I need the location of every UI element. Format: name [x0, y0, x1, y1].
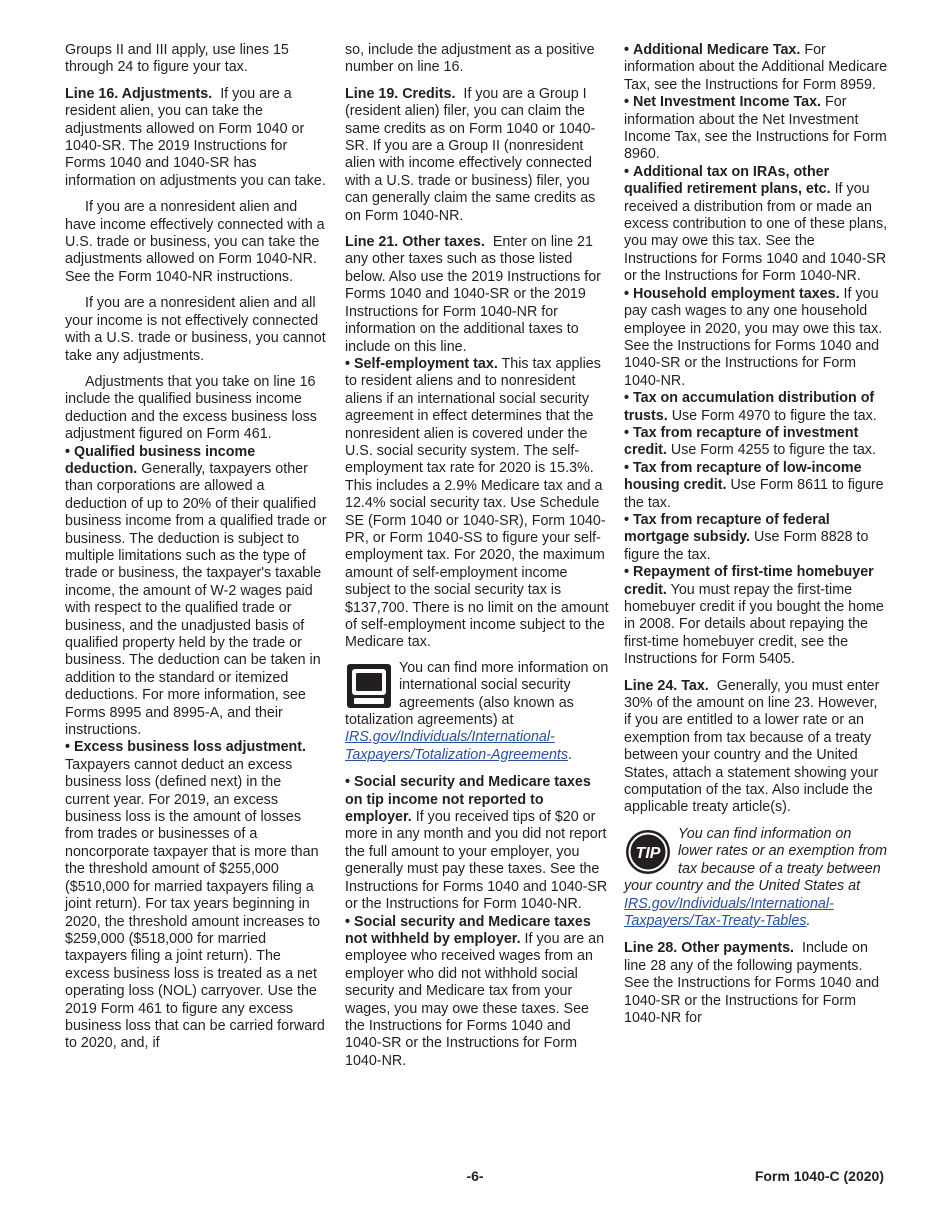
bullet-text: This tax applies to resident aliens and to nonresident aliens if an international social security agreement in effect determines that the nonresident alien is covered under the U.S. social security system. The self-employment tax rate for 2020 is 15.3%. This includes a 2.9% Medicare tax and a 12.4% social security tax. Use Schedule SE (Form 1040 or 1040-SR), Form 1040-PR, or Form 1040-SS to figure your self-employment tax. For 2020, the maximum amount of self-employment income subject to the social security tax is $137,700. There is no limit on the amount of self-employment income subject to the Medicare tax. — [345, 355, 609, 651]
line-28-heading: Line 28. Other payments. — [624, 940, 795, 957]
line-19-section — [345, 86, 609, 225]
bullet-text: Use Form 8611 to figure the tax. — [624, 477, 884, 511]
bullet-text: For information about the Net Investment Income Tax, see the Instructions for Form 8960. — [624, 94, 887, 163]
line-21-heading: Line 21. Other taxes. — [345, 234, 485, 251]
bullet-self-employment: • Self-employment tax. This tax applies to resident aliens and to nonresident aliens if an international social security agreement in effect determines that the nonresident alien is covered under the U.S. social security system. The self-employment tax rate for 2020 is 15.3%. This includes a 2.9% Medicare tax and a 12.4% social security tax. Use Schedule SE (Form 1040 or 1040-SR), Form 1040-PR, or Form 1040-SS to figure your self-employment tax. For 2020, the maximum amount of self-employment income subject to the social security tax is $137,700. There is no limit on the amount of self-employment income subject to the Medicare tax. — [345, 355, 609, 651]
note-text: You can find more information on international social security agreements (also known as totalization agreements) at — [345, 659, 609, 729]
bullet-heading: Self-employment tax. — [354, 355, 498, 372]
bullet-heading: Tax from recapture of federal mortgage subsidy. — [624, 511, 830, 546]
paragraph: so, include the adjustment as a positive number on line 16. — [345, 42, 595, 76]
info-note — [345, 660, 609, 764]
bullet-heading: Excess business loss adjustment. — [74, 739, 307, 756]
column-1 — [65, 42, 327, 1053]
line-16-section — [65, 86, 327, 190]
bullet-text: Use Form 4970 to figure the tax. — [671, 407, 877, 424]
bullet-text: If you pay cash wages to any one household employee in 2020, you may owe this tax. See the Instructions for Forms 1040 and 1040-SR or the Instructions for Form 1040-NR. — [624, 285, 883, 389]
form-identifier: Form 1040-C (2020) — [754, 1168, 884, 1184]
bullet-heading: Social security and Medicare taxes on tip income not reported to employer. — [345, 774, 591, 826]
bullet-heading: Household employment taxes. — [633, 285, 840, 302]
bullet-heading: Additional tax on IRAs, other qualified retirement plans, etc. — [624, 163, 831, 198]
bullet-text: Use Form 4255 to figure the tax. — [670, 442, 876, 459]
bullet-text: If you received tips of $20 or more in any month and you did not report the full amount to your employer, you generally must pay these taxes. See the Instructions for Forms 1040 and 1040-SR or the Instructions for Form 1040-NR. — [345, 809, 608, 913]
bullet-niit: • Net Investment Income Tax. For information about the Net Investment Income Tax, see the Instructions for Form 8960. — [624, 94, 887, 163]
tip-note — [624, 826, 888, 930]
bullet-additional-medicare: • Additional Medicare Tax. For information about the Additional Medicare Tax, see the Instructions for Form 8959. — [624, 42, 888, 93]
tip-icon-label: TIP — [635, 844, 661, 862]
bullet-low-income-housing: • Tax from recapture of low-income housing credit. Use Form 8611 to figure the tax. — [624, 459, 884, 511]
line-16-text: If you are a resident alien, you can take the adjustments allowed on Form 1040 or 1040-SR. The 2019 Instructions for Forms 1040 and 1040-SR has information on adjustments you can take. — [65, 85, 326, 189]
bullet-mortgage-subsidy: • Tax from recapture of federal mortgage subsidy. Use Form 8828 to figure the tax. — [624, 511, 869, 563]
bullet-ira: • Additional tax on IRAs, other qualified retirement plans, etc. If you received a distribution from or made an excess contribution to one of these plans, you may owe this tax. See the Instructions for Forms 1040 and 1040-SR or the Instructions for Form 1040-NR. — [624, 163, 888, 285]
line-19-heading: Line 19. Credits. — [345, 85, 456, 102]
punctuation: . — [568, 746, 573, 763]
tip-icon — [624, 828, 672, 876]
bullet-accumulation: • Tax on accumulation distribution of trusts. Use Form 4970 to figure the tax. — [624, 390, 877, 424]
bullet-text: If you received a distribution from or made an excess contribution to one of these plans, you may owe this tax. See the Instructions for Forms 1040 and 1040-SR or the Instructions for Form 1040-NR. — [624, 181, 888, 285]
paragraph: If you are a nonresident alien and have income effectively connected with a U.S. trade or business, you can take the adjustments allowed on Form 1040-NR. See the Form 1040-NR instructions. — [65, 199, 325, 285]
bullet-first-time-homebuyer: • Repayment of first-time homebuyer credit. You must repay the first-time homebuyer credit if you bought the home in 2008. For details about repaying the first-time homebuyer credit, see the Instructions for Form 5405. — [624, 564, 884, 668]
column-3 — [624, 42, 888, 1036]
bullet-text: If you are an employee who received wages from an employer who did not withhold social security and Medicare tax from your wages, you may owe these taxes. See the Instructions for Forms 1040 and 1040-SR or the Instructions for Form 1040-NR. — [345, 930, 605, 1069]
line-24-heading: Line 24. Tax. — [624, 677, 709, 694]
bullet-ebl: • Excess business loss adjustment. Taxpayers cannot deduct an excess business loss (defined next) in the current year. For 2019, an excess business loss is the amount of losses from trades or businesses of a noncorporate taxpayer that is more than the threshold amount of $255,000 ($510,000 for married taxpayers filing a joint return). For tax years beginning in 2020, the threshold amount increases to $259,000 ($518,000 for married taxpayers filing a joint return). The excess business loss is treated as a net operating loss (NOL) carryover. Use the 2019 Form 461 to figure any excess business loss that can be carried forward to 2020, and, if — [65, 739, 325, 1052]
page-number: -6- — [466, 1168, 484, 1184]
bullet-heading: Tax on accumulation distribution of trusts. — [624, 390, 875, 424]
punctuation: . — [806, 912, 811, 929]
bullet-heading: Tax from recapture of investment credit. — [624, 424, 859, 459]
bullet-heading: Social security and Medicare taxes not withheld by employer. — [345, 913, 591, 947]
bullet-heading: Qualified business income deduction. — [65, 443, 256, 477]
bullet-text: For information about the Additional Medicare Tax, see the Instructions for Form 8959. — [624, 42, 888, 93]
bullet-text: Generally, taxpayers other than corporations are allowed a deduction of up to 20% of their qualified business income from a qualified trade or business. The deduction is subject to multiple limitations such as the type of trade or business, the taxpayer's taxable income, the amount of W-2 wages paid with respect to the qualified trade or business, and the unadjusted basis of qualified property held by the trade or business. The deduction can be taken in addition to the standard or itemized deductions. For more information, see Forms 8995 and 8995-A, and their instructions. — [65, 460, 327, 739]
column-2 — [345, 42, 609, 1070]
bullet-heading: Tax from recapture of low-income housing credit. — [624, 459, 862, 494]
bullet-text: You must repay the first-time homebuyer credit if you bought the home in 2008. For details about repaying the first-time homebuyer credit, see the Instructions for Form 5405. — [624, 581, 884, 668]
bullet-heading: Additional Medicare Tax. — [633, 42, 801, 58]
bullet-heading: Repayment of first-time homebuyer credit. — [624, 564, 874, 598]
bullet-tip-income: • Social security and Medicare taxes on tip income not reported to employer. If you received tips of $20 or more in any month and you did not report the full amount to your employer, you generally must pay these taxes. See the Instructions for Forms 1040 and 1040-SR or the Instructions for Form 1040-NR. — [345, 774, 608, 913]
bullet-heading: Net Investment Income Tax. — [633, 94, 822, 111]
bullet-investment-credit: • Tax from recapture of investment credit. Use Form 4255 to figure the tax. — [624, 424, 876, 459]
bullet-text: Use Form 8828 to figure the tax. — [624, 529, 869, 563]
bullet-household: • Household employment taxes. If you pay cash wages to any one household employee in 2020, you may owe this tax. See the Instructions for Forms 1040 and 1040-SR or the Instructions for Form 1040-NR. — [624, 285, 883, 389]
tax-treaty-tables-link[interactable]: IRS.gov/Individuals/International-Taxpayers/Tax-Treaty-Tables — [624, 895, 834, 929]
line-28-text: Include on line 28 any of the following payments. See the Instructions for Forms 1040 and 1040-SR or the Instructions for Form 1040-NR for — [624, 940, 880, 1026]
line-28-section — [624, 940, 888, 1027]
paragraph: Adjustments that you take on line 16 include the qualified business income deduction and the excess business loss adjustment figured on Form 461. — [65, 373, 317, 443]
computer-icon — [345, 662, 393, 710]
line-21-section — [345, 234, 609, 356]
line-24-section — [624, 678, 888, 817]
bullet-qbi: • Qualified business income deduction. Generally, taxpayers other than corporations are allowed a deduction of up to 20% of their qualified business income from a qualified trade or business. The deduction is subject to multiple limitations such as the type of trade or business, the taxpayer's taxable income, the amount of W-2 wages paid with respect to the qualified trade or business, and the unadjusted basis of qualified property held by the trade or business. The deduction can be taken in addition to the standard or itemized deductions. For more information, see Forms 8995 and 8995-A, and their instructions. — [65, 443, 327, 739]
paragraph: Groups II and III apply, use lines 15 through 24 to figure your tax. — [65, 42, 289, 76]
bullet-not-withheld: • Social security and Medicare taxes not withheld by employer. If you are an employee who received wages from an employer who did not withhold social security and Medicare tax from your wages, you may owe these taxes. See the Instructions for Forms 1040 and 1040-SR or the Instructions for Form 1040-NR. — [345, 913, 605, 1069]
tip-text: You can find information on lower rates or an exemption from tax because of a treaty between your country and the United States at — [624, 825, 887, 895]
line-19-text: If you are a Group I (resident alien) filer, you can claim the same credits as on Form 1040 or 1040-SR. If you are a Group II (nonresident alien with income effectively connected with a U.S. trade or business) filer, you can generally claim the same credits as on Form 1040-NR. — [345, 85, 596, 224]
paragraph: If you are a nonresident alien and all your income is not effectively connected with a U.S. trade or business, you cannot take any adjustments. — [65, 295, 326, 364]
totalization-agreements-link[interactable]: IRS.gov/Individuals/International-Taxpayers/Totalization-Agreements — [345, 729, 569, 763]
bullet-text: Taxpayers cannot deduct an excess business loss (defined next) in the current year. For 2019, an excess business loss is the amount of losses from trades or businesses of a noncorporate taxpayer that is more than the threshold amount of $255,000 ($510,000 for married taxpayers filing a joint return). For tax years beginning in 2020, the threshold amount increases to $259,000 ($518,000 for married taxpayers filing a joint return). The excess business loss is treated as a net operating loss (NOL) carryover. Use the 2019 Form 461 to figure any excess business loss that can be carried forward to 2020, and, if — [65, 756, 325, 1052]
line-21-text: Enter on line 21 any other taxes such as those listed below. Also use the 2019 Instructions for Forms 1040 and 1040-SR or the 2019 Instructions for Form 1040-NR for information on the additional taxes to include on this line. — [345, 234, 601, 355]
line-24-text: Generally, you must enter 30% of the amount on line 23. However, if you are entitled to a lower rate or an exemption from tax because of a treaty between your country and the United States, attach a statement showing your computation of the tax. Also include the applicable treaty article(s). — [624, 677, 880, 816]
line-16-heading: Line 16. Adjustments. — [65, 85, 213, 102]
